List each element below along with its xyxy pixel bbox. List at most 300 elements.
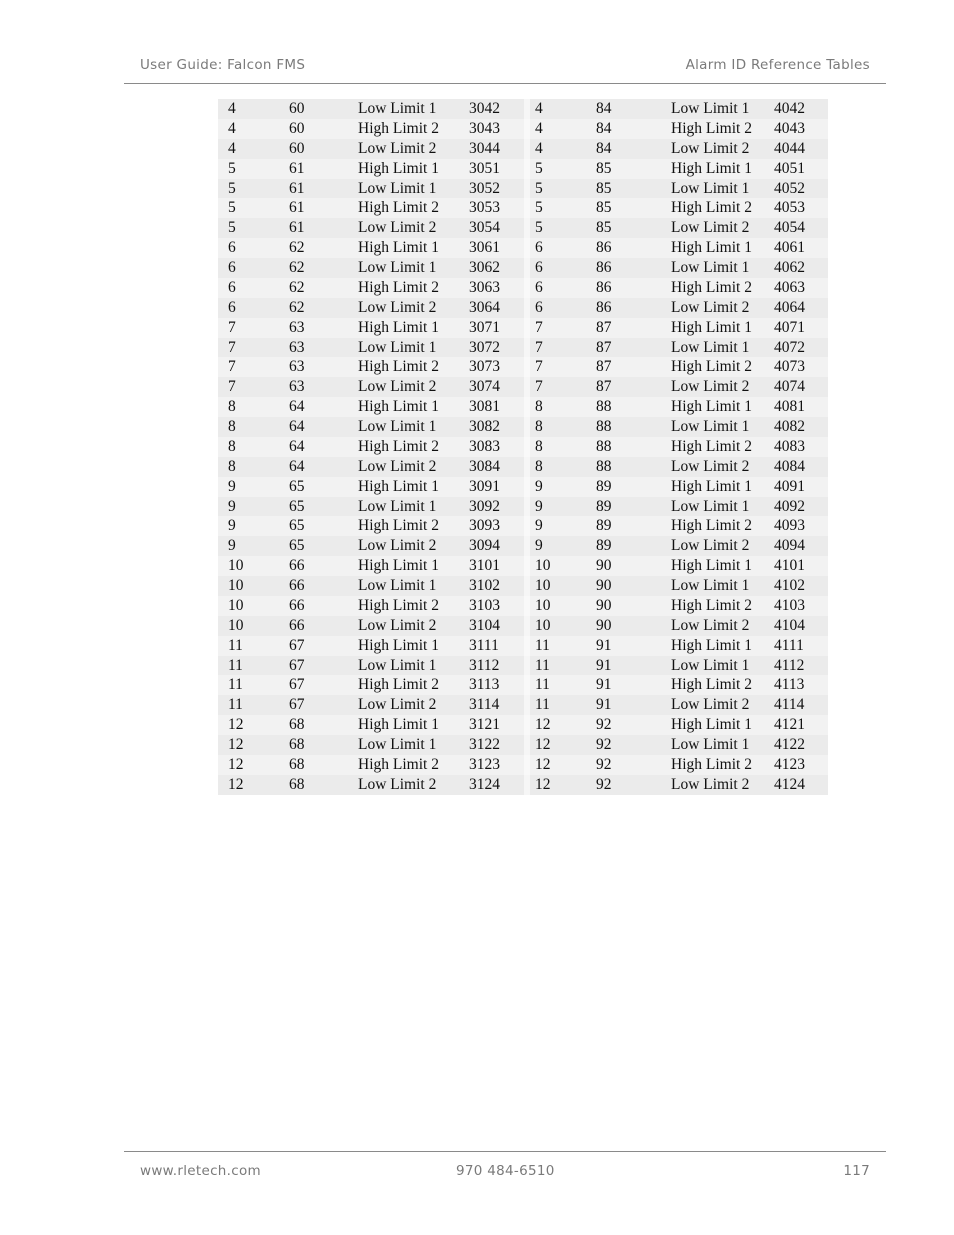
cell-sensor-number: 67 — [289, 676, 305, 694]
cell-input-number: 6 — [228, 259, 236, 276]
cell-alarm-id: 4121 — [774, 716, 805, 734]
cell-alarm-id: 3053 — [469, 199, 500, 217]
table-row — [218, 318, 828, 338]
cell-alarm-id: 4124 — [774, 775, 805, 793]
cell-alarm-id: 3043 — [469, 119, 500, 137]
cell-limit-type: Low Limit 1 — [358, 418, 437, 435]
cell-alarm-id: 3071 — [469, 318, 500, 336]
cell-limit-type: High Limit 1 — [358, 716, 439, 734]
cell-limit-type: High Limit 1 — [671, 716, 752, 734]
cell-sensor-number: 68 — [289, 775, 305, 793]
table-row — [218, 278, 828, 298]
cell-limit-type: Low Limit 2 — [671, 696, 750, 714]
cell-limit-type: Low Limit 2 — [671, 616, 750, 634]
cell-limit-type: High Limit 2 — [671, 437, 752, 455]
cell-input-number: 6 — [535, 298, 543, 316]
cell-alarm-id: 3074 — [469, 378, 500, 396]
cell-limit-type: Low Limit 2 — [358, 537, 437, 555]
cell-alarm-id: 3062 — [469, 259, 500, 276]
cell-input-number: 12 — [535, 736, 551, 753]
cell-limit-type: Low Limit 1 — [671, 100, 750, 117]
cell-sensor-number: 84 — [596, 100, 612, 117]
cell-alarm-id: 4122 — [774, 736, 805, 753]
cell-sensor-number: 65 — [289, 477, 305, 495]
cell-sensor-number: 86 — [596, 278, 612, 296]
cell-sensor-number: 88 — [596, 437, 612, 455]
cell-sensor-number: 84 — [596, 139, 612, 157]
cell-input-number: 5 — [535, 199, 543, 217]
cell-alarm-id: 4042 — [774, 100, 805, 117]
table-row — [218, 516, 828, 536]
cell-input-number: 5 — [535, 179, 543, 197]
cell-sensor-number: 61 — [289, 159, 305, 177]
cell-sensor-number: 63 — [289, 318, 305, 336]
cell-sensor-number: 68 — [289, 755, 305, 773]
cell-limit-type: High Limit 1 — [671, 557, 752, 575]
footer-page-number: 117 — [843, 1163, 870, 1179]
cell-limit-type: High Limit 2 — [358, 755, 439, 773]
cell-sensor-number: 90 — [596, 616, 612, 634]
table-row — [218, 198, 828, 218]
cell-input-number: 5 — [228, 179, 236, 197]
cell-alarm-id: 3112 — [469, 656, 500, 674]
cell-limit-type: Low Limit 1 — [671, 338, 750, 356]
cell-sensor-number: 91 — [596, 656, 612, 674]
cell-input-number: 7 — [535, 358, 543, 376]
cell-alarm-id: 4084 — [774, 457, 805, 475]
cell-alarm-id: 3093 — [469, 517, 500, 535]
cell-sensor-number: 87 — [596, 338, 612, 356]
cell-limit-type: High Limit 1 — [671, 239, 752, 257]
cell-alarm-id: 4051 — [774, 159, 805, 177]
cell-input-number: 12 — [535, 716, 551, 734]
cell-sensor-number: 61 — [289, 179, 305, 197]
footer-website: www.rletech.com — [140, 1163, 261, 1179]
cell-input-number: 11 — [535, 656, 550, 674]
cell-limit-type: Low Limit 1 — [671, 179, 750, 197]
cell-input-number: 8 — [228, 437, 236, 455]
cell-limit-type: High Limit 2 — [358, 199, 439, 217]
cell-sensor-number: 86 — [596, 259, 612, 276]
cell-limit-type: Low Limit 2 — [358, 378, 437, 396]
cell-limit-type: Low Limit 2 — [671, 298, 750, 316]
cell-input-number: 5 — [228, 159, 236, 177]
cell-sensor-number: 66 — [289, 616, 305, 634]
table-row — [218, 139, 828, 159]
cell-limit-type: Low Limit 2 — [671, 378, 750, 396]
table-row — [218, 298, 828, 318]
cell-limit-type: High Limit 2 — [358, 119, 439, 137]
cell-input-number: 4 — [228, 139, 236, 157]
cell-input-number: 9 — [228, 537, 236, 555]
cell-sensor-number: 62 — [289, 259, 305, 276]
cell-limit-type: Low Limit 1 — [358, 338, 437, 356]
cell-sensor-number: 90 — [596, 557, 612, 575]
cell-alarm-id: 3081 — [469, 398, 500, 416]
cell-limit-type: Low Limit 2 — [358, 775, 437, 793]
cell-sensor-number: 91 — [596, 676, 612, 694]
cell-input-number: 9 — [228, 517, 236, 535]
cell-alarm-id: 4123 — [774, 755, 805, 773]
table-row — [218, 675, 828, 695]
cell-input-number: 9 — [535, 497, 543, 515]
table-row — [218, 735, 828, 755]
cell-alarm-id: 3082 — [469, 418, 500, 435]
cell-input-number: 5 — [228, 199, 236, 217]
header-section-title: Alarm ID Reference Tables — [685, 57, 870, 73]
cell-limit-type: High Limit 2 — [358, 278, 439, 296]
cell-input-number: 10 — [228, 616, 244, 634]
cell-input-number: 12 — [228, 775, 244, 793]
cell-alarm-id: 4083 — [774, 437, 805, 455]
cell-limit-type: Low Limit 2 — [671, 219, 750, 237]
cell-alarm-id: 4092 — [774, 497, 805, 515]
cell-limit-type: High Limit 2 — [671, 676, 752, 694]
table-row — [218, 179, 828, 199]
cell-sensor-number: 90 — [596, 596, 612, 614]
cell-alarm-id: 3051 — [469, 159, 500, 177]
cell-limit-type: Low Limit 2 — [358, 139, 437, 157]
cell-sensor-number: 92 — [596, 775, 612, 793]
table-row — [218, 338, 828, 358]
table-row — [218, 417, 828, 437]
table-row — [218, 755, 828, 775]
cell-sensor-number: 67 — [289, 696, 305, 714]
cell-sensor-number: 85 — [596, 219, 612, 237]
cell-sensor-number: 86 — [596, 239, 612, 257]
cell-limit-type: Low Limit 2 — [671, 537, 750, 555]
cell-sensor-number: 85 — [596, 159, 612, 177]
cell-limit-type: High Limit 2 — [671, 755, 752, 773]
cell-alarm-id: 4054 — [774, 219, 805, 237]
table-row — [218, 357, 828, 377]
cell-alarm-id: 3122 — [469, 736, 500, 753]
cell-limit-type: Low Limit 1 — [671, 497, 750, 515]
cell-limit-type: High Limit 1 — [358, 557, 439, 575]
cell-input-number: 7 — [228, 358, 236, 376]
cell-alarm-id: 4104 — [774, 616, 805, 634]
cell-input-number: 9 — [535, 517, 543, 535]
cell-input-number: 8 — [535, 457, 543, 475]
table-row — [218, 238, 828, 258]
cell-alarm-id: 4094 — [774, 537, 805, 555]
cell-alarm-id: 3091 — [469, 477, 500, 495]
cell-alarm-id: 3073 — [469, 358, 500, 376]
cell-sensor-number: 89 — [596, 537, 612, 555]
cell-limit-type: Low Limit 1 — [358, 736, 437, 753]
cell-input-number: 8 — [228, 398, 236, 416]
cell-alarm-id: 4101 — [774, 557, 805, 575]
cell-sensor-number: 62 — [289, 239, 305, 257]
alarm-id-table — [218, 99, 828, 795]
table-row — [218, 258, 828, 278]
cell-alarm-id: 3064 — [469, 298, 500, 316]
cell-limit-type: High Limit 2 — [358, 676, 439, 694]
cell-input-number: 10 — [535, 577, 551, 594]
cell-sensor-number: 63 — [289, 338, 305, 356]
cell-alarm-id: 3121 — [469, 716, 500, 734]
cell-sensor-number: 85 — [596, 179, 612, 197]
cell-input-number: 9 — [228, 497, 236, 515]
cell-alarm-id: 3044 — [469, 139, 500, 157]
table-row — [218, 576, 828, 596]
table-row — [218, 99, 828, 119]
cell-alarm-id: 3103 — [469, 596, 500, 614]
table-row — [218, 775, 828, 795]
cell-alarm-id: 3123 — [469, 755, 500, 773]
cell-sensor-number: 66 — [289, 596, 305, 614]
cell-limit-type: High Limit 2 — [358, 358, 439, 376]
cell-alarm-id: 4074 — [774, 378, 805, 396]
cell-alarm-id: 4062 — [774, 259, 805, 276]
cell-limit-type: Low Limit 1 — [358, 656, 437, 674]
cell-alarm-id: 3124 — [469, 775, 500, 793]
cell-sensor-number: 92 — [596, 755, 612, 773]
cell-sensor-number: 62 — [289, 298, 305, 316]
cell-input-number: 11 — [228, 696, 243, 714]
cell-alarm-id: 3111 — [469, 636, 499, 654]
cell-alarm-id: 4113 — [774, 676, 805, 694]
cell-alarm-id: 4091 — [774, 477, 805, 495]
table-row — [218, 636, 828, 656]
cell-input-number: 9 — [535, 477, 543, 495]
cell-sensor-number: 91 — [596, 636, 612, 654]
cell-input-number: 9 — [228, 477, 236, 495]
table-row — [218, 377, 828, 397]
cell-sensor-number: 65 — [289, 537, 305, 555]
cell-limit-type: Low Limit 1 — [358, 259, 437, 276]
cell-input-number: 5 — [535, 219, 543, 237]
cell-sensor-number: 87 — [596, 358, 612, 376]
cell-input-number: 6 — [228, 298, 236, 316]
cell-limit-type: High Limit 1 — [671, 398, 752, 416]
cell-limit-type: High Limit 1 — [358, 159, 439, 177]
cell-alarm-id: 3102 — [469, 577, 500, 594]
cell-sensor-number: 64 — [289, 398, 305, 416]
cell-sensor-number: 86 — [596, 298, 612, 316]
cell-sensor-number: 68 — [289, 736, 305, 753]
cell-input-number: 12 — [228, 736, 244, 753]
cell-input-number: 11 — [228, 656, 243, 674]
table-row — [218, 656, 828, 676]
cell-alarm-id: 3101 — [469, 557, 500, 575]
cell-alarm-id: 3092 — [469, 497, 500, 515]
table-row — [218, 695, 828, 715]
cell-input-number: 11 — [535, 636, 550, 654]
cell-sensor-number: 92 — [596, 736, 612, 753]
cell-input-number: 12 — [228, 716, 244, 734]
cell-alarm-id: 4081 — [774, 398, 805, 416]
cell-input-number: 12 — [535, 775, 551, 793]
cell-limit-type: Low Limit 2 — [358, 457, 437, 475]
cell-limit-type: High Limit 2 — [671, 119, 752, 137]
cell-alarm-id: 3042 — [469, 100, 500, 117]
table-row — [218, 218, 828, 238]
cell-sensor-number: 64 — [289, 418, 305, 435]
cell-input-number: 6 — [535, 278, 543, 296]
cell-alarm-id: 4073 — [774, 358, 805, 376]
cell-limit-type: Low Limit 1 — [671, 418, 750, 435]
table-row — [218, 477, 828, 497]
cell-input-number: 10 — [228, 596, 244, 614]
cell-alarm-id: 4071 — [774, 318, 805, 336]
cell-sensor-number: 60 — [289, 139, 305, 157]
cell-input-number: 4 — [228, 100, 236, 117]
cell-input-number: 7 — [228, 378, 236, 396]
cell-limit-type: High Limit 1 — [358, 318, 439, 336]
cell-limit-type: Low Limit 1 — [358, 577, 437, 594]
cell-limit-type: High Limit 1 — [671, 159, 752, 177]
cell-input-number: 4 — [535, 100, 543, 117]
cell-input-number: 8 — [535, 437, 543, 455]
table-row — [218, 596, 828, 616]
cell-input-number: 10 — [228, 557, 244, 575]
cell-limit-type: High Limit 1 — [358, 636, 439, 654]
cell-limit-type: Low Limit 2 — [358, 696, 437, 714]
cell-sensor-number: 88 — [596, 398, 612, 416]
cell-input-number: 4 — [535, 139, 543, 157]
cell-limit-type: High Limit 1 — [671, 318, 752, 336]
cell-input-number: 12 — [535, 755, 551, 773]
cell-sensor-number: 89 — [596, 477, 612, 495]
cell-sensor-number: 85 — [596, 199, 612, 217]
cell-alarm-id: 3083 — [469, 437, 500, 455]
table-row — [218, 715, 828, 735]
cell-limit-type: High Limit 1 — [358, 477, 439, 495]
cell-limit-type: Low Limit 1 — [358, 179, 437, 197]
cell-limit-type: High Limit 2 — [358, 437, 439, 455]
cell-input-number: 8 — [535, 418, 543, 435]
cell-alarm-id: 3084 — [469, 457, 500, 475]
cell-input-number: 4 — [228, 119, 236, 137]
cell-input-number: 6 — [535, 239, 543, 257]
cell-limit-type: Low Limit 1 — [358, 497, 437, 515]
cell-sensor-number: 67 — [289, 656, 305, 674]
cell-sensor-number: 88 — [596, 418, 612, 435]
cell-input-number: 11 — [228, 676, 243, 694]
table-row — [218, 397, 828, 417]
cell-alarm-id: 4082 — [774, 418, 805, 435]
cell-sensor-number: 62 — [289, 278, 305, 296]
cell-limit-type: Low Limit 2 — [671, 457, 750, 475]
cell-limit-type: High Limit 2 — [671, 199, 752, 217]
cell-alarm-id: 4103 — [774, 596, 805, 614]
cell-input-number: 9 — [535, 537, 543, 555]
cell-alarm-id: 4063 — [774, 278, 805, 296]
cell-input-number: 10 — [535, 557, 551, 575]
cell-sensor-number: 66 — [289, 557, 305, 575]
cell-limit-type: Low Limit 2 — [358, 616, 437, 634]
cell-alarm-id: 4043 — [774, 119, 805, 137]
cell-limit-type: High Limit 1 — [671, 636, 752, 654]
cell-sensor-number: 60 — [289, 119, 305, 137]
cell-limit-type: Low Limit 1 — [671, 259, 750, 276]
cell-limit-type: High Limit 2 — [671, 596, 752, 614]
cell-input-number: 10 — [228, 577, 244, 594]
cell-alarm-id: 3114 — [469, 696, 500, 714]
cell-limit-type: High Limit 2 — [671, 517, 752, 535]
cell-sensor-number: 68 — [289, 716, 305, 734]
cell-sensor-number: 92 — [596, 716, 612, 734]
cell-input-number: 6 — [228, 278, 236, 296]
table-row — [218, 616, 828, 636]
cell-input-number: 7 — [535, 378, 543, 396]
cell-input-number: 11 — [228, 636, 243, 654]
table-row — [218, 437, 828, 457]
cell-alarm-id: 4114 — [774, 696, 805, 714]
cell-input-number: 8 — [535, 398, 543, 416]
cell-sensor-number: 67 — [289, 636, 305, 654]
cell-input-number: 6 — [228, 239, 236, 257]
cell-sensor-number: 90 — [596, 577, 612, 594]
cell-alarm-id: 4064 — [774, 298, 805, 316]
cell-limit-type: High Limit 2 — [671, 278, 752, 296]
cell-input-number: 5 — [228, 219, 236, 237]
cell-alarm-id: 4044 — [774, 139, 805, 157]
cell-alarm-id: 4112 — [774, 656, 805, 674]
cell-alarm-id: 4052 — [774, 179, 805, 197]
cell-limit-type: Low Limit 1 — [671, 577, 750, 594]
cell-limit-type: Low Limit 2 — [671, 775, 750, 793]
cell-limit-type: Low Limit 1 — [671, 736, 750, 753]
cell-input-number: 8 — [228, 418, 236, 435]
table-row — [218, 457, 828, 477]
page-footer — [124, 1151, 886, 1182]
cell-input-number: 6 — [535, 259, 543, 276]
cell-input-number: 5 — [535, 159, 543, 177]
cell-limit-type: High Limit 1 — [358, 239, 439, 257]
table-column-divider — [524, 99, 530, 795]
cell-limit-type: High Limit 1 — [358, 398, 439, 416]
cell-sensor-number: 64 — [289, 437, 305, 455]
cell-alarm-id: 3061 — [469, 239, 500, 257]
cell-sensor-number: 63 — [289, 378, 305, 396]
cell-limit-type: Low Limit 1 — [671, 656, 750, 674]
page-header — [124, 56, 886, 84]
cell-input-number: 11 — [535, 676, 550, 694]
cell-limit-type: Low Limit 2 — [358, 219, 437, 237]
cell-input-number: 10 — [535, 616, 551, 634]
cell-alarm-id: 4072 — [774, 338, 805, 356]
cell-limit-type: High Limit 2 — [671, 358, 752, 376]
cell-sensor-number: 63 — [289, 358, 305, 376]
cell-input-number: 10 — [535, 596, 551, 614]
cell-alarm-id: 3072 — [469, 338, 500, 356]
cell-sensor-number: 64 — [289, 457, 305, 475]
cell-sensor-number: 61 — [289, 219, 305, 237]
cell-alarm-id: 4111 — [774, 636, 804, 654]
cell-sensor-number: 89 — [596, 497, 612, 515]
cell-sensor-number: 91 — [596, 696, 612, 714]
cell-sensor-number: 65 — [289, 497, 305, 515]
cell-alarm-id: 3113 — [469, 676, 500, 694]
cell-alarm-id: 3063 — [469, 278, 500, 296]
header-document-title: User Guide: Falcon FMS — [140, 57, 306, 73]
cell-alarm-id: 3054 — [469, 219, 500, 237]
cell-sensor-number: 87 — [596, 318, 612, 336]
table-row — [218, 536, 828, 556]
table-row — [218, 159, 828, 179]
cell-input-number: 7 — [228, 338, 236, 356]
cell-input-number: 8 — [228, 457, 236, 475]
cell-alarm-id: 4102 — [774, 577, 805, 594]
cell-input-number: 7 — [535, 318, 543, 336]
cell-input-number: 4 — [535, 119, 543, 137]
cell-alarm-id: 4061 — [774, 239, 805, 257]
cell-sensor-number: 61 — [289, 199, 305, 217]
cell-limit-type: High Limit 2 — [358, 596, 439, 614]
cell-limit-type: High Limit 1 — [671, 477, 752, 495]
